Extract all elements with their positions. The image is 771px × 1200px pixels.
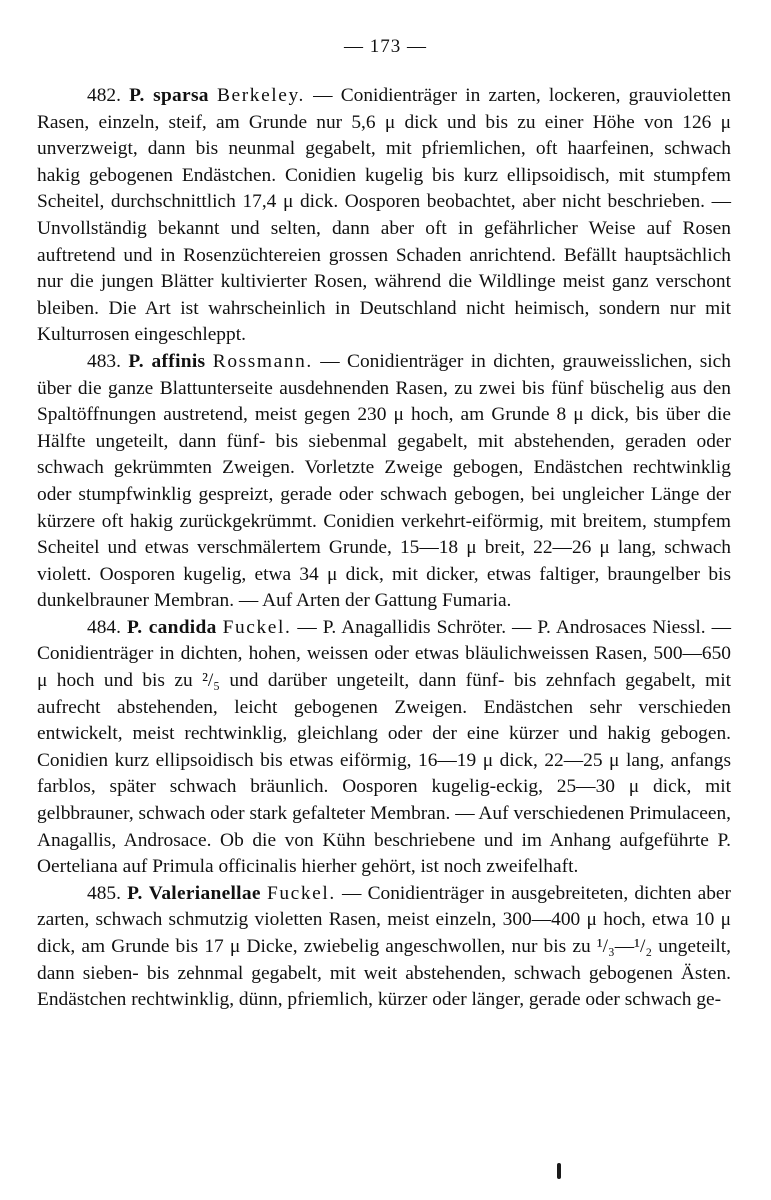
entry-485 [37, 881, 731, 1014]
species-name: P. candida [126, 616, 217, 638]
entry-number: 482. [87, 85, 121, 106]
body-text [37, 83, 731, 1014]
entry-483 [37, 349, 731, 615]
entry-number: 484. [87, 616, 121, 638]
entry-text: — Conidienträger in zarten, lockeren, grauvioletten Rasen, einzeln, steif, am Grunde nur 5,6 μ dick und bis zu einer Höhe von 126 μ unverzweigt, dann bis neunmal gegabelt, mit pfriemlichen, oft haarfeinen, schwach hakig gebogenen Endästchen. Conidien kugelig bis kurz ellipsoidisch, mit stumpfem Scheitel, durchschnittlich 17,4 μ dick. Oosporen beobachtet, aber nicht beschrieben. — Unvollständig bekannt und selten, dann aber oft in gefährlicher Weise auf Rosen auftretend und in Rosenzüchtereien grossen Schaden anrichtend. Befällt hauptsächlich nur die jungen Blätter kultivierter Rosen, während die Wildlinge meist ganz verschont bleiben. Die Art ist wahrscheinlich in Deutschland nicht heimisch, sondern nur mit Kulturrosen eingeschleppt. [37, 85, 731, 346]
entry-text: — Conidienträger in dichten, grauweisslichen, sich über die ganze Blattunterseite ausdehnenden Rasen, zu zwei bis fünf büschelig aus den Spaltöffnungen austretend, meist gegen 230 μ hoch, am Grunde 8 μ dick, bis über die Hälfte ungeteilt, dann fünf- bis siebenmal gegabelt, mit abstehenden, geraden oder schwach gekrümmten Zweigen. Vorletzte Zweige gebogen, Endästchen rechtwinklig oder stumpfwinklig gespreizt, gerade oder schwach gebogen, bei ungleicher Länge der kürzere oft hakig zurückgekrümmt. Conidien verkehrt-eiförmig, mit breitem, stumpfem Scheitel und etwas verschmälertem Grunde, 15—18 μ breit, 22—26 μ lang, schwach violett. Oosporen kugelig, etwa 34 μ dick, mit dicker, etwas faltiger, braungelber bis dunkelbrauner Membran. — Auf Arten der Gattung Fumaria. [37, 350, 731, 612]
species-name: P. affinis [128, 350, 206, 372]
entry-484 [37, 615, 731, 881]
entry-482 [37, 83, 731, 349]
author-name: Fuckel. [222, 616, 292, 638]
ink-speck [557, 1163, 561, 1179]
entry-text: — P. Anagallidis Schröter. — P. Androsaces Niessl. — Conidienträger in dichten, hohen, weissen oder etwas bläulichweissen Rasen, 500—650 μ hoch und bis zu ²/₅ und darüber ungeteilt, dann fünf- bis zehnfach gegabelt, mit aufrecht abstehenden, leicht gebogenen Zweigen. Endästchen sehr verschieden entwickelt, meist rechtwinklig, gleichlang oder der eine kürzer und hakig gebogen. Conidien kurz ellipsoidisch bis etwas eiförmig, 16—19 μ dick, 22—25 μ lang, anfangs farblos, später schwach bräunlich. Oosporen kugelig-eckig, 25—30 μ dick, mit gelbbrauner, schwach oder stark gefalteter Membran. — Auf verschiedenen Primulaceen, Anagallis, Androsace. Ob die von Kühn beschriebene und im Anhang aufgeführte P. Oerteliana auf Primula officinalis hierher gehört, ist noch zweifelhaft. [37, 616, 731, 878]
author-name: Rossmann. [212, 350, 313, 372]
entry-number: 483. [87, 350, 121, 372]
author-name: Fuckel. [266, 882, 336, 904]
page-number: — 173 — [344, 36, 427, 57]
species-name: P. Valerianellae [127, 882, 261, 904]
entry-number: 485. [87, 882, 121, 904]
species-name: P. sparsa [129, 85, 209, 106]
author-name: Berkeley. [216, 85, 305, 106]
entry-text: — Conidienträger in ausgebreiteten, dichten aber zarten, schwach schmutzig violetten Rasen, meist einzeln, 300—400 μ hoch, etwa 10 μ dick, am Grunde bis 17 μ Dicke, zwiebelig angeschwollen, nur bis zu ¹/₃—¹/₂ ungeteilt, dann sieben- bis zehnmal gegabelt, mit weit abstehenden, schwach gebogenen Ästen. Endästchen rechtwinklig, dünn, pfriemlich, kürzer oder länger, gerade oder schwach ge- [37, 882, 731, 1011]
